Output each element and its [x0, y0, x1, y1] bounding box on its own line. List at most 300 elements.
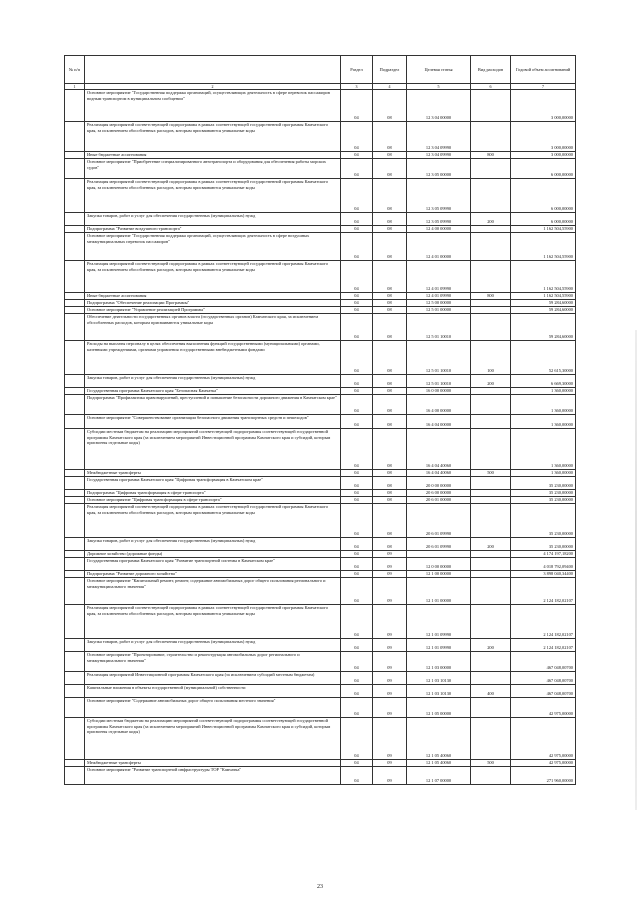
- item-name-cell: Подпрограмма "Обеспечение реализации Программы": [85, 300, 341, 307]
- amount-cell: 42 975,00000: [511, 698, 576, 718]
- razdel-cell: 04: [341, 341, 373, 375]
- target-article-cell: 12 1 01 09990: [407, 639, 471, 652]
- target-article-cell: 12 1 03 10130: [407, 685, 471, 698]
- podrazdel-cell: 08: [373, 233, 407, 261]
- table-row: [65, 415, 576, 429]
- target-article-cell: 12 3 05 09990: [407, 213, 471, 226]
- expense-type-cell: 200: [471, 538, 511, 551]
- item-name-cell: Государственная программа Камчатского края "Безопасная Камчатка": [85, 388, 341, 395]
- header-annual-amount: Годовой объем ассигнований: [511, 56, 576, 84]
- amount-cell: 467 048,00700: [511, 672, 576, 685]
- amount-cell: 52 615,30000: [511, 341, 576, 375]
- podrazdel-cell: 08: [373, 261, 407, 293]
- target-article-cell: [407, 551, 471, 558]
- expense-type-cell: [471, 90, 511, 122]
- razdel-cell: 04: [341, 477, 373, 490]
- target-article-cell: 12 3 04 09990: [407, 122, 471, 152]
- expense-type-cell: [471, 314, 511, 341]
- row-number-cell: [65, 388, 85, 395]
- table-row: [65, 470, 576, 477]
- item-name-cell: Основное мероприятие "Содержание автомобильных дорог общего пользования местного значения": [85, 698, 341, 718]
- amount-cell: 6 669,30000: [511, 375, 576, 388]
- expense-type-cell: [471, 233, 511, 261]
- podrazdel-cell: 08: [373, 213, 407, 226]
- row-number-cell: [65, 504, 85, 538]
- podrazdel-cell: 09: [373, 652, 407, 672]
- expense-type-cell: [471, 477, 511, 490]
- table-row: [65, 504, 576, 538]
- podrazdel-cell: 08: [373, 293, 407, 300]
- column-number: 4: [373, 84, 407, 90]
- column-number: 1: [65, 84, 85, 90]
- table-row: [65, 90, 576, 122]
- amount-cell: 2 124 182,02107: [511, 639, 576, 652]
- item-name-cell: Расходы на выплаты персоналу в целях обеспечения выполнения функций государственными (муниципальными) органами, казенными учреждениями, органами управления государственными внебюджетными фондами: [85, 341, 341, 375]
- razdel-cell: 04: [341, 685, 373, 698]
- expense-type-cell: [471, 307, 511, 314]
- row-number-cell: [65, 233, 85, 261]
- target-article-cell: 12 5 01 10010: [407, 341, 471, 375]
- razdel-cell: 04: [341, 470, 373, 477]
- amount-cell: 59 284,60000: [511, 314, 576, 341]
- expense-type-cell: [471, 504, 511, 538]
- amount-cell: 35 230,00000: [511, 477, 576, 490]
- target-article-cell: 12 1 05 40060: [407, 760, 471, 767]
- item-name-cell: Реализация мероприятий соответствующей подпрограммы в рамках соответствующей государственной программы Камчатского края, за исключением обособленных расходов, которым присваиваются уникальные коды: [85, 261, 341, 293]
- table-header-row: [65, 56, 576, 84]
- item-name-cell: Основное мероприятие "Государственная поддержка организаций, осуществляющих деятельность в сфере воздушных межмуниципальных перевозок пассажиров": [85, 233, 341, 261]
- podrazdel-cell: 08: [373, 470, 407, 477]
- row-number-cell: [65, 213, 85, 226]
- row-number-cell: [65, 179, 85, 213]
- row-number-cell: [65, 551, 85, 558]
- item-name-cell: Реализация мероприятий Инвестиционной программы Камчатского края (за исключением субсидий местным бюджетам): [85, 672, 341, 685]
- expense-type-cell: [471, 388, 511, 395]
- expense-type-cell: [471, 605, 511, 639]
- amount-cell: 3 000,00000: [511, 122, 576, 152]
- row-number-cell: [65, 652, 85, 672]
- row-number-cell: [65, 571, 85, 578]
- table-row: [65, 152, 576, 159]
- expense-type-cell: 800: [471, 152, 511, 159]
- podrazdel-cell: 09: [373, 718, 407, 760]
- header-number: № п/п: [65, 56, 85, 84]
- table-row: [65, 497, 576, 504]
- podrazdel-cell: 08: [373, 388, 407, 395]
- expense-type-cell: 800: [471, 293, 511, 300]
- amount-cell: 2 124 182,02107: [511, 578, 576, 605]
- amount-cell: 35 230,00000: [511, 504, 576, 538]
- podrazdel-cell: 09: [373, 698, 407, 718]
- razdel-cell: 04: [341, 538, 373, 551]
- razdel-cell: 04: [341, 261, 373, 293]
- podrazdel-cell: 08: [373, 226, 407, 233]
- column-number: 5: [407, 84, 471, 90]
- table-row: [65, 477, 576, 490]
- expense-type-cell: [471, 490, 511, 497]
- table-row: [65, 314, 576, 341]
- table-row: [65, 261, 576, 293]
- expense-type-cell: [471, 698, 511, 718]
- amount-cell: 59 284,60000: [511, 307, 576, 314]
- amount-cell: 1 360,00000: [511, 470, 576, 477]
- podrazdel-cell: 08: [373, 429, 407, 470]
- item-name-cell: Иные бюджетные ассигнования: [85, 152, 341, 159]
- table-row: [65, 375, 576, 388]
- table-row: [65, 179, 576, 213]
- item-name-cell: Основное мероприятие "Развитие транспортной инфраструктуры ТОР "Камчатка": [85, 767, 341, 785]
- expense-type-cell: 500: [471, 760, 511, 767]
- razdel-cell: 04: [341, 300, 373, 307]
- target-article-cell: 12 1 05 00000: [407, 698, 471, 718]
- item-name-cell: Основное мероприятие "Капитальный ремонт, ремонт, содержание автомобильных дорог общего пользования регионального и межмуниципального значения": [85, 578, 341, 605]
- target-article-cell: 12 4 01 09990: [407, 261, 471, 293]
- razdel-cell: 04: [341, 233, 373, 261]
- amount-cell: 1 360,00000: [511, 395, 576, 415]
- razdel-cell: 04: [341, 639, 373, 652]
- item-name-cell: Реализация мероприятий соответствующей подпрограммы в рамках соответствующей государственной программы Камчатского края, за исключением обособленных расходов, которым присваиваются уникальные коды: [85, 179, 341, 213]
- table-row: [65, 429, 576, 470]
- row-number-cell: [65, 226, 85, 233]
- target-article-cell: 20 0 00 00000: [407, 477, 471, 490]
- header-podrazdel: Подраздел: [373, 56, 407, 84]
- razdel-cell: 04: [341, 152, 373, 159]
- expense-type-cell: 200: [471, 213, 511, 226]
- item-name-cell: Межбюджетные трансферты: [85, 760, 341, 767]
- item-name-cell: Дорожное хозяйство (дорожные фонды): [85, 551, 341, 558]
- target-article-cell: 12 5 00 00000: [407, 300, 471, 307]
- amount-cell: 4 018 792,09400: [511, 558, 576, 571]
- target-article-cell: 16 4 04 40060: [407, 429, 471, 470]
- target-article-cell: 20 6 01 00000: [407, 497, 471, 504]
- expense-type-cell: [471, 767, 511, 785]
- table-row: [65, 307, 576, 314]
- target-article-cell: 12 1 03 00000: [407, 652, 471, 672]
- razdel-cell: 04: [341, 375, 373, 388]
- item-name-cell: Обеспечение деятельности государственных органов власти (государственных органов) Камчатского края, за исключением обособленных расходов, которым присваиваются уникальные коды: [85, 314, 341, 341]
- razdel-cell: 04: [341, 605, 373, 639]
- target-article-cell: 16 4 04 40060: [407, 470, 471, 477]
- amount-cell: 42 975,00000: [511, 718, 576, 760]
- item-name-cell: Реализация мероприятий соответствующей подпрограммы в рамках соответствующей государственной программы Камчатского края, за исключением обособленных расходов, которым присваиваются уникальные коды: [85, 605, 341, 639]
- item-name-cell: Подпрограмма "Профилактика правонарушений, преступлений и повышение безопасности дорожного движения в Камчатском крае": [85, 395, 341, 415]
- row-number-cell: [65, 605, 85, 639]
- target-article-cell: 12 1 01 00000: [407, 578, 471, 605]
- podrazdel-cell: 08: [373, 477, 407, 490]
- razdel-cell: 04: [341, 293, 373, 300]
- podrazdel-cell: 08: [373, 395, 407, 415]
- row-number-cell: [65, 470, 85, 477]
- header-target-article: Целевая статья: [407, 56, 471, 84]
- table-row: [65, 226, 576, 233]
- amount-cell: 35 230,00000: [511, 490, 576, 497]
- expense-type-cell: 400: [471, 685, 511, 698]
- target-article-cell: 20 6 00 00000: [407, 490, 471, 497]
- row-number-cell: [65, 415, 85, 429]
- table-row: [65, 293, 576, 300]
- amount-cell: 3 000,00000: [511, 90, 576, 122]
- target-article-cell: 12 5 01 10010: [407, 375, 471, 388]
- razdel-cell: 04: [341, 718, 373, 760]
- razdel-cell: 04: [341, 578, 373, 605]
- razdel-cell: 04: [341, 179, 373, 213]
- target-article-cell: 12 3 04 09990: [407, 152, 471, 159]
- razdel-cell: 04: [341, 395, 373, 415]
- target-article-cell: 16 0 00 00000: [407, 388, 471, 395]
- expense-type-cell: 100: [471, 341, 511, 375]
- table-row: [65, 685, 576, 698]
- target-article-cell: 12 5 01 00000: [407, 307, 471, 314]
- item-name-cell: Иные бюджетные ассигнования: [85, 293, 341, 300]
- razdel-cell: 04: [341, 159, 373, 179]
- target-article-cell: 16 4 04 00000: [407, 415, 471, 429]
- podrazdel-cell: 09: [373, 767, 407, 785]
- row-number-cell: [65, 375, 85, 388]
- table-row: [65, 558, 576, 571]
- table-row: [65, 159, 576, 179]
- target-article-cell: 20 6 01 09990: [407, 538, 471, 551]
- item-name-cell: Подпрограмма "Развитие дорожного хозяйства": [85, 571, 341, 578]
- table-row: [65, 122, 576, 152]
- target-article-cell: 12 1 00 00000: [407, 571, 471, 578]
- row-number-cell: [65, 718, 85, 760]
- table-row: [65, 551, 576, 558]
- razdel-cell: 04: [341, 226, 373, 233]
- row-number-cell: [65, 395, 85, 415]
- razdel-cell: 04: [341, 767, 373, 785]
- scan-edge-shadow: [635, 330, 637, 810]
- item-name-cell: Закупка товаров, работ и услуг для обеспечения государственных (муниципальных) нужд: [85, 213, 341, 226]
- header-razdel: Раздел: [341, 56, 373, 84]
- razdel-cell: 04: [341, 504, 373, 538]
- row-number-cell: [65, 307, 85, 314]
- podrazdel-cell: 08: [373, 122, 407, 152]
- expense-type-cell: [471, 300, 511, 307]
- item-name-cell: Подпрограмма "Цифровая трансформация в сфере транспорта": [85, 490, 341, 497]
- row-number-cell: [65, 767, 85, 785]
- amount-cell: 42 975,00000: [511, 760, 576, 767]
- table-row: [65, 395, 576, 415]
- podrazdel-cell: 09: [373, 760, 407, 767]
- razdel-cell: 04: [341, 698, 373, 718]
- expense-type-cell: [471, 122, 511, 152]
- table-row: [65, 213, 576, 226]
- row-number-cell: [65, 698, 85, 718]
- razdel-cell: 04: [341, 571, 373, 578]
- expense-type-cell: [471, 179, 511, 213]
- table-row: [65, 605, 576, 639]
- amount-cell: 1 360,00000: [511, 388, 576, 395]
- razdel-cell: 04: [341, 652, 373, 672]
- row-number-cell: [65, 685, 85, 698]
- podrazdel-cell: 09: [373, 558, 407, 571]
- item-name-cell: Капитальные вложения в объекты государственной (муниципальной) собственности: [85, 685, 341, 698]
- amount-cell: 59 284,60000: [511, 300, 576, 307]
- podrazdel-cell: 08: [373, 90, 407, 122]
- table-row: [65, 233, 576, 261]
- column-number: 7: [511, 84, 576, 90]
- row-number-cell: [65, 293, 85, 300]
- target-article-cell: 12 3 04 00000: [407, 90, 471, 122]
- podrazdel-cell: 08: [373, 307, 407, 314]
- razdel-cell: 04: [341, 497, 373, 504]
- amount-cell: 2 124 182,02107: [511, 605, 576, 639]
- item-name-cell: Реализация мероприятий соответствующей подпрограммы в рамках соответствующей государственной программы Камчатского края, за исключением обособленных расходов, которым присваиваются уникальные коды: [85, 504, 341, 538]
- item-name-cell: Государственная программа Камчатского края "Развитие транспортной системы в Камчатском крае": [85, 558, 341, 571]
- item-name-cell: Основное мероприятие "Цифровая трансформация в сфере транспорта": [85, 497, 341, 504]
- podrazdel-cell: 08: [373, 490, 407, 497]
- razdel-cell: 04: [341, 388, 373, 395]
- target-article-cell: 12 1 05 40060: [407, 718, 471, 760]
- podrazdel-cell: 09: [373, 639, 407, 652]
- item-name-cell: Государственная программа Камчатского края "Цифровая трансформация в Камчатском крае": [85, 477, 341, 490]
- podrazdel-cell: 08: [373, 300, 407, 307]
- item-name-cell: Основное мероприятие "Государственная поддержка организаций, осуществляющих деятельность в сфере перевозок пассажиров водным транспортом в муниципальном сообщении": [85, 90, 341, 122]
- podrazdel-cell: 08: [373, 504, 407, 538]
- expense-type-cell: 500: [471, 470, 511, 477]
- target-article-cell: 12 3 05 00000: [407, 159, 471, 179]
- expense-type-cell: [471, 429, 511, 470]
- podrazdel-cell: 08: [373, 538, 407, 551]
- row-number-cell: [65, 261, 85, 293]
- podrazdel-cell: 09: [373, 605, 407, 639]
- amount-cell: 35 230,00000: [511, 538, 576, 551]
- row-number-cell: [65, 639, 85, 652]
- table-row: [65, 652, 576, 672]
- header-name: [85, 56, 341, 84]
- table-row: [65, 341, 576, 375]
- podrazdel-cell: 08: [373, 415, 407, 429]
- razdel-cell: 04: [341, 314, 373, 341]
- expense-type-cell: [471, 652, 511, 672]
- row-number-cell: [65, 477, 85, 490]
- item-name-cell: Основное мероприятие "Совершенствование организации безопасного движения транспортных средств и пешеходов": [85, 415, 341, 429]
- razdel-cell: 04: [341, 213, 373, 226]
- expense-type-cell: [471, 551, 511, 558]
- target-article-cell: 12 5 01 10010: [407, 314, 471, 341]
- header-expense-type: Вид расходов: [471, 56, 511, 84]
- amount-cell: 6 000,00000: [511, 159, 576, 179]
- podrazdel-cell: 08: [373, 375, 407, 388]
- podrazdel-cell: 09: [373, 685, 407, 698]
- row-number-cell: [65, 578, 85, 605]
- podrazdel-cell: 08: [373, 314, 407, 341]
- expense-type-cell: [471, 159, 511, 179]
- table-row: [65, 698, 576, 718]
- row-number-cell: [65, 558, 85, 571]
- table-row: [65, 760, 576, 767]
- page-number: 23: [317, 884, 323, 890]
- amount-cell: 3 000,00000: [511, 152, 576, 159]
- table-row: [65, 767, 576, 785]
- amount-cell: 6 000,00000: [511, 213, 576, 226]
- row-number-cell: [65, 497, 85, 504]
- table-row: [65, 571, 576, 578]
- item-name-cell: Основное мероприятие "Управление реализацией Программы": [85, 307, 341, 314]
- amount-cell: 4 174 197,18200: [511, 551, 576, 558]
- podrazdel-cell: 09: [373, 578, 407, 605]
- row-number-cell: [65, 538, 85, 551]
- expense-type-cell: [471, 571, 511, 578]
- row-number-cell: [65, 300, 85, 307]
- row-number-cell: [65, 159, 85, 179]
- amount-cell: 467 048,00700: [511, 652, 576, 672]
- target-article-cell: 12 1 07 00000: [407, 767, 471, 785]
- amount-cell: 3 898 040,34400: [511, 571, 576, 578]
- item-name-cell: Межбюджетные трансферты: [85, 470, 341, 477]
- razdel-cell: 04: [341, 760, 373, 767]
- column-number: 2: [85, 84, 341, 90]
- amount-cell: 1 162 504,55900: [511, 226, 576, 233]
- target-article-cell: 12 0 00 00000: [407, 558, 471, 571]
- row-number-cell: [65, 90, 85, 122]
- target-article-cell: 12 4 01 09990: [407, 293, 471, 300]
- table-row: [65, 672, 576, 685]
- expense-type-cell: [471, 261, 511, 293]
- razdel-cell: 04: [341, 672, 373, 685]
- expense-type-cell: [471, 578, 511, 605]
- item-name-cell: Закупка товаров, работ и услуг для обеспечения государственных (муниципальных) нужд: [85, 639, 341, 652]
- expense-type-cell: [471, 558, 511, 571]
- podrazdel-cell: 08: [373, 152, 407, 159]
- item-name-cell: Реализация мероприятий соответствующей подпрограммы в рамках соответствующей государственной программы Камчатского края, за исключением обособленных расходов, которым присваиваются уникальные коды: [85, 122, 341, 152]
- table-row: [65, 490, 576, 497]
- razdel-cell: 04: [341, 122, 373, 152]
- row-number-cell: [65, 429, 85, 470]
- razdel-cell: 04: [341, 307, 373, 314]
- razdel-cell: 04: [341, 429, 373, 470]
- item-name-cell: Подпрограмма "Развитие воздушного транспорта": [85, 226, 341, 233]
- podrazdel-cell: 09: [373, 571, 407, 578]
- expense-type-cell: 200: [471, 375, 511, 388]
- table-row: [65, 388, 576, 395]
- razdel-cell: 04: [341, 415, 373, 429]
- row-number-cell: [65, 672, 85, 685]
- expense-type-cell: 200: [471, 639, 511, 652]
- column-number: 6: [471, 84, 511, 90]
- table-row: [65, 300, 576, 307]
- podrazdel-cell: 09: [373, 551, 407, 558]
- podrazdel-cell: 08: [373, 179, 407, 213]
- target-article-cell: 12 4 00 00000: [407, 226, 471, 233]
- amount-cell: 1 360,00000: [511, 415, 576, 429]
- item-name-cell: Субсидии местным бюджетам на реализацию мероприятий соответствующей подпрограммы соответствующей государственной программы Камчатского края (за исключением мероприятий Инвестиционной программы Камчатского края и субсидий, которым присвоены отдельные коды): [85, 718, 341, 760]
- amount-cell: 1 360,00000: [511, 429, 576, 470]
- razdel-cell: 04: [341, 90, 373, 122]
- podrazdel-cell: 09: [373, 672, 407, 685]
- row-number-cell: [65, 314, 85, 341]
- item-name-cell: Основное мероприятие "Проектирование, строительство и реконструкция автомобильных дорог регионального и межмуниципального значения": [85, 652, 341, 672]
- expense-type-cell: [471, 226, 511, 233]
- podrazdel-cell: 08: [373, 159, 407, 179]
- amount-cell: 35 230,00000: [511, 497, 576, 504]
- row-number-cell: [65, 152, 85, 159]
- target-article-cell: 16 4 00 00000: [407, 395, 471, 415]
- row-number-cell: [65, 341, 85, 375]
- amount-cell: 1 162 504,55900: [511, 261, 576, 293]
- item-name-cell: Субсидии местным бюджетам на реализацию мероприятий соответствующей подпрограммы соответствующей государственной программы Камчатского края (за исключением мероприятий Инвестиционной программы Камчатского края и субсидий, которым присвоены отдельные коды): [85, 429, 341, 470]
- podrazdel-cell: 08: [373, 497, 407, 504]
- table-row: [65, 578, 576, 605]
- item-name-cell: Закупка товаров, работ и услуг для обеспечения государственных (муниципальных) нужд: [85, 375, 341, 388]
- target-article-cell: 12 1 01 09990: [407, 605, 471, 639]
- item-name-cell: Закупка товаров, работ и услуг для обеспечения государственных (муниципальных) нужд: [85, 538, 341, 551]
- expense-type-cell: [471, 718, 511, 760]
- table-row: [65, 718, 576, 760]
- target-article-cell: 20 6 01 09990: [407, 504, 471, 538]
- expense-type-cell: [471, 415, 511, 429]
- table-row: [65, 538, 576, 551]
